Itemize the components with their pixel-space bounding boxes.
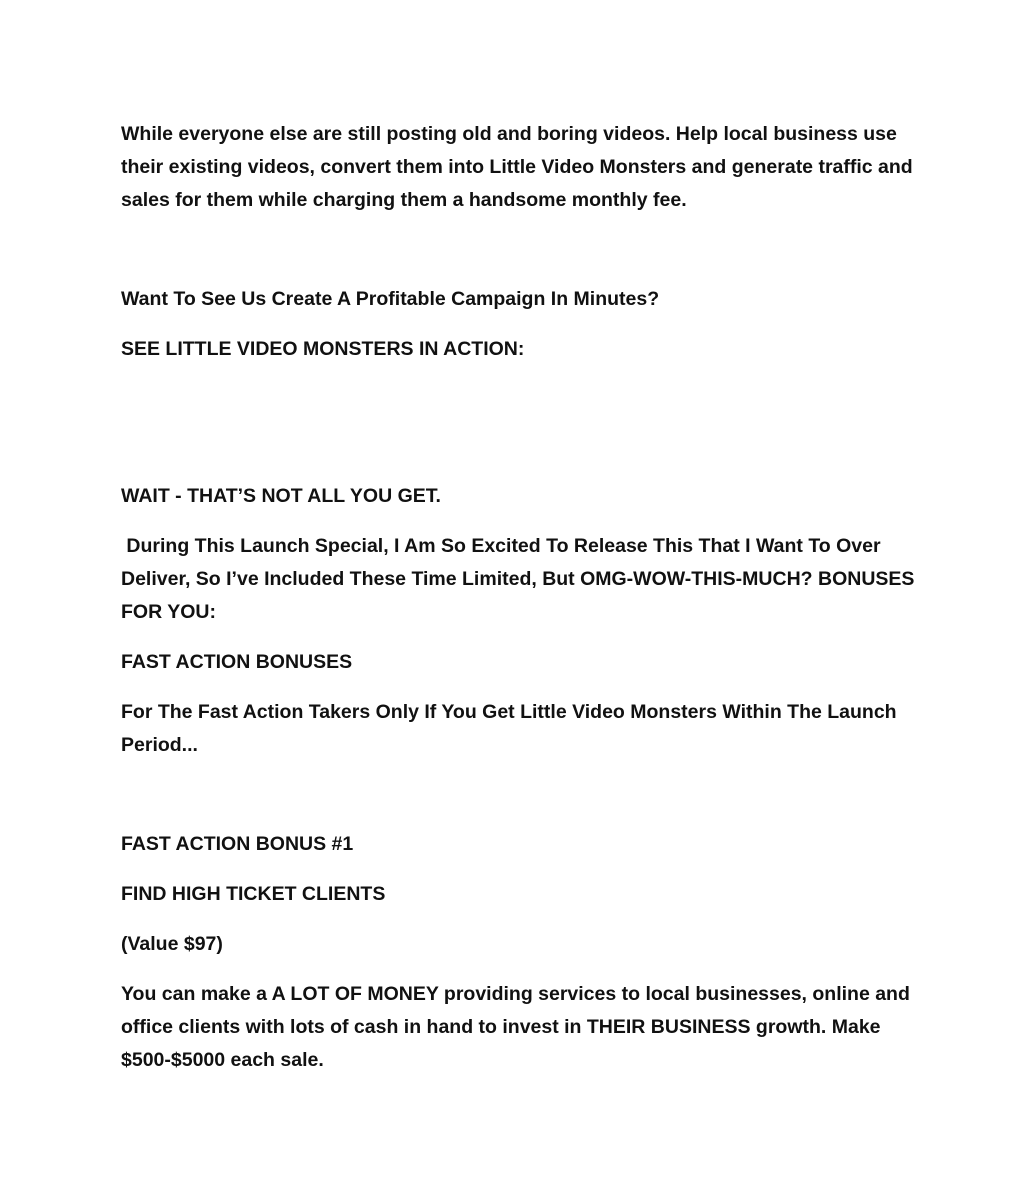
- bonus-1-description: You can make a A LOT OF MONEY providing services to local businesses, online and office clients with lots of cash in hand to invest in THEIR BUSINESS growth. Make $500-$5000 each sale.: [121, 983, 910, 1071]
- launch-special-paragraph: [121, 530, 921, 629]
- bonus-1-heading: FAST ACTION BONUS #1: [121, 833, 354, 855]
- intro-paragraph: While everyone else are still posting old and boring videos. Help local business use their existing videos, convert them into Little Video Monsters and generate traffic and sales for them while charging them a handsome monthly fee.: [121, 123, 913, 211]
- wait-heading: WAIT - THAT’S NOT ALL YOU GET.: [121, 485, 441, 507]
- fast-action-takers-paragraph: For The Fast Action Takers Only If You Get Little Video Monsters Within The Launch Period...: [121, 701, 897, 756]
- fast-action-bonuses-heading: FAST ACTION BONUSES: [121, 651, 353, 673]
- see-in-action-heading: SEE LITTLE VIDEO MONSTERS IN ACTION:: [121, 338, 525, 360]
- bonus-1-value: (Value $97): [121, 933, 223, 955]
- launch-special-text: During This Launch Special, I Am So Excited To Release This That I Want To Over Deliver, So I’ve Included These Time Limited, But OMG-WOW-THIS-MUCH? BONUSES FOR YOU:: [121, 535, 915, 623]
- document-body: [121, 118, 921, 1077]
- bonus-1-title: FIND HIGH TICKET CLIENTS: [121, 883, 386, 905]
- want-to-see-heading: Want To See Us Create A Profitable Campaign In Minutes?: [121, 288, 660, 310]
